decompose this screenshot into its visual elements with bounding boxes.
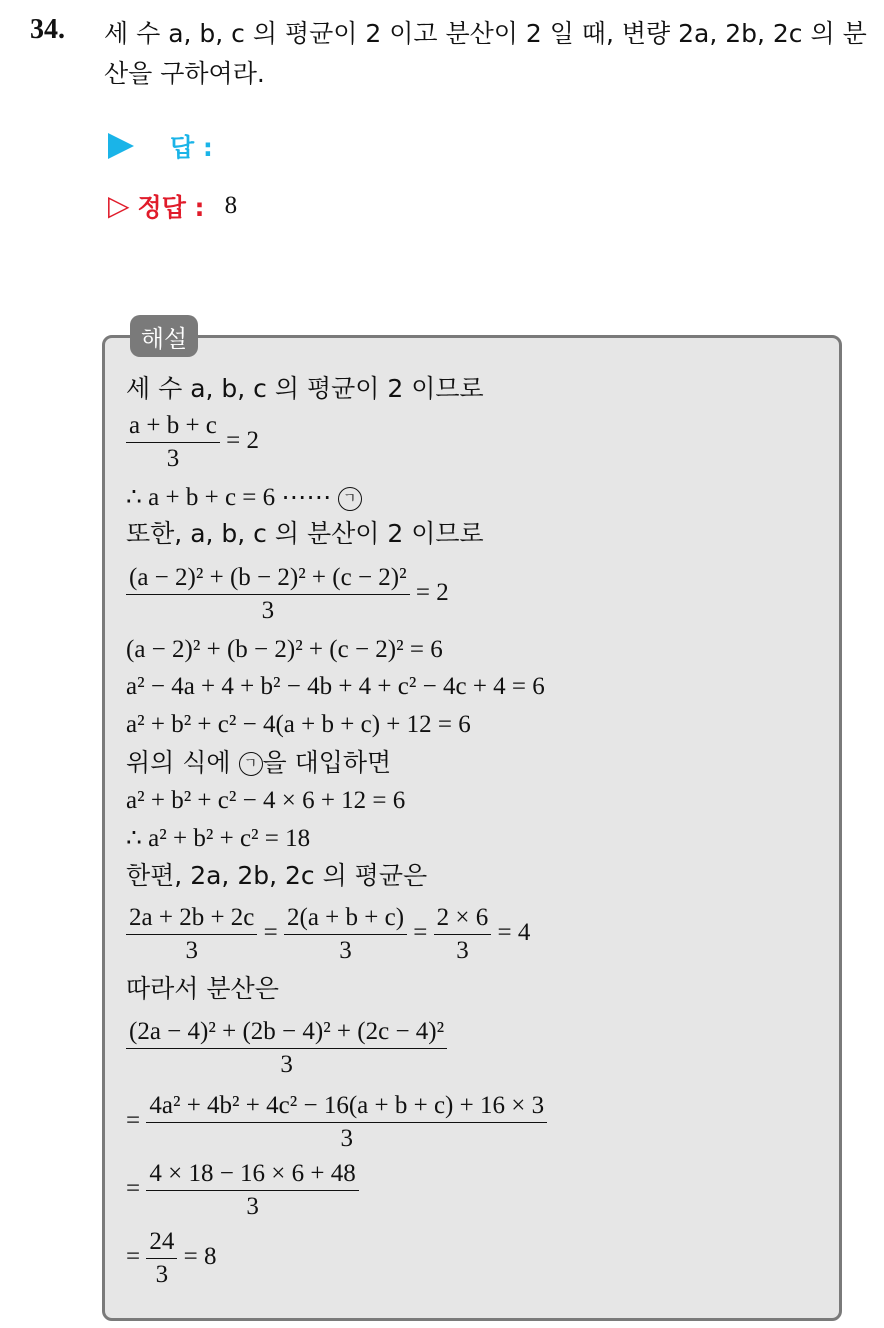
fraction-numerator: 24 — [146, 1226, 177, 1259]
equation-rhs: = 2 — [226, 427, 259, 455]
correct-answer-row — [108, 188, 237, 224]
solution-tag: 해설 — [130, 315, 198, 357]
fraction-denominator: 3 — [155, 1261, 169, 1288]
solution-line: ∴ a² + b² + c² = 18 — [126, 825, 311, 852]
fraction — [146, 1226, 177, 1291]
solution-fraction-line — [126, 562, 449, 627]
fraction-denominator: 3 — [339, 937, 352, 964]
equals-sign: = — [413, 919, 428, 947]
correct-answer-value: 8 — [224, 192, 238, 219]
fraction — [146, 1090, 547, 1155]
fraction — [146, 1158, 358, 1223]
fraction-numerator: 4a² + 4b² + 4c² − 16(a + b + c) + 16 × 3 — [146, 1090, 547, 1123]
equals-sign: = — [263, 919, 278, 947]
solution-line — [126, 747, 391, 779]
answer-row — [108, 128, 233, 164]
fraction-denominator: 3 — [456, 937, 469, 964]
equation-rhs: = 4 — [497, 919, 531, 947]
solution-fraction-line — [126, 1016, 447, 1081]
fraction-denominator: 3 — [280, 1051, 293, 1078]
fraction-denominator: 3 — [261, 597, 275, 624]
fraction-numerator: 4 × 18 − 16 × 6 + 48 — [146, 1158, 358, 1191]
equals-sign: = — [126, 1243, 141, 1271]
fraction — [434, 902, 492, 967]
fraction-numerator: a + b + c — [126, 410, 220, 443]
fraction-denominator: 3 — [340, 1125, 353, 1152]
solution-line: a² − 4a + 4 + b² − 4b + 4 + c² − 4c + 4 = 6 — [126, 673, 545, 700]
fraction-numerator: 2a + 2b + 2c — [126, 902, 257, 935]
fraction-numerator: 2 × 6 — [434, 902, 492, 935]
circled-label: ㄱ — [239, 752, 263, 776]
solution-fraction-line — [126, 1226, 216, 1291]
solution-fraction-line — [126, 1090, 547, 1155]
solution-fraction-line — [126, 1158, 359, 1223]
question-text: 세 수 a, b, c 의 평균이 2 이고 분산이 2 일 때, 변량 2a, 2b, 2c 의 분산을 구하여라. — [104, 19, 867, 88]
play-triangle-icon — [108, 133, 134, 159]
fraction — [126, 562, 410, 627]
solution-line: 따라서 분산은 — [126, 974, 279, 1003]
equation-text: ∴ a + b + c = 6 ⋯⋯ — [126, 484, 332, 511]
solution-fraction-line — [126, 902, 530, 967]
solution-line: (a − 2)² + (b − 2)² + (c − 2)² = 6 — [126, 636, 443, 663]
equation-rhs: = 8 — [183, 1243, 217, 1271]
correct-answer-label: 정답 : — [137, 193, 205, 222]
equation-rhs: = 2 — [415, 579, 449, 607]
fraction — [126, 1016, 447, 1081]
equals-sign: = — [126, 1107, 141, 1135]
solution-line — [126, 482, 362, 514]
circled-label: ㄱ — [338, 487, 362, 511]
question-number: 34. — [30, 14, 65, 45]
outline-triangle-icon: ▷ — [108, 189, 130, 222]
fraction-denominator: 3 — [246, 1193, 259, 1220]
answer-label: 답 : — [170, 133, 213, 162]
fraction-denominator: 3 — [166, 445, 180, 472]
text-part: 위의 식에 — [126, 748, 239, 777]
solution-line: 세 수 a, b, c 의 평균이 2 이므로 — [126, 374, 484, 403]
equals-sign: = — [126, 1175, 141, 1203]
fraction — [126, 410, 220, 475]
fraction-denominator: 3 — [185, 937, 198, 964]
text-part: 을 대입하면 — [262, 748, 392, 777]
solution-line: a² + b² + c² − 4(a + b + c) + 12 = 6 — [126, 711, 471, 738]
solution-line: a² + b² + c² − 4 × 6 + 12 = 6 — [126, 787, 406, 814]
solution-line: 또한, a, b, c 의 분산이 2 이므로 — [126, 519, 484, 548]
solution-line: 한편, 2a, 2b, 2c 의 평균은 — [126, 861, 428, 890]
fraction — [126, 902, 257, 967]
fraction-numerator: (2a − 4)² + (2b − 4)² + (2c − 4)² — [126, 1016, 447, 1049]
fraction-numerator: (a − 2)² + (b − 2)² + (c − 2)² — [126, 562, 410, 595]
fraction-numerator: 2(a + b + c) — [284, 902, 407, 935]
solution-fraction-line — [126, 410, 259, 475]
fraction — [284, 902, 407, 967]
